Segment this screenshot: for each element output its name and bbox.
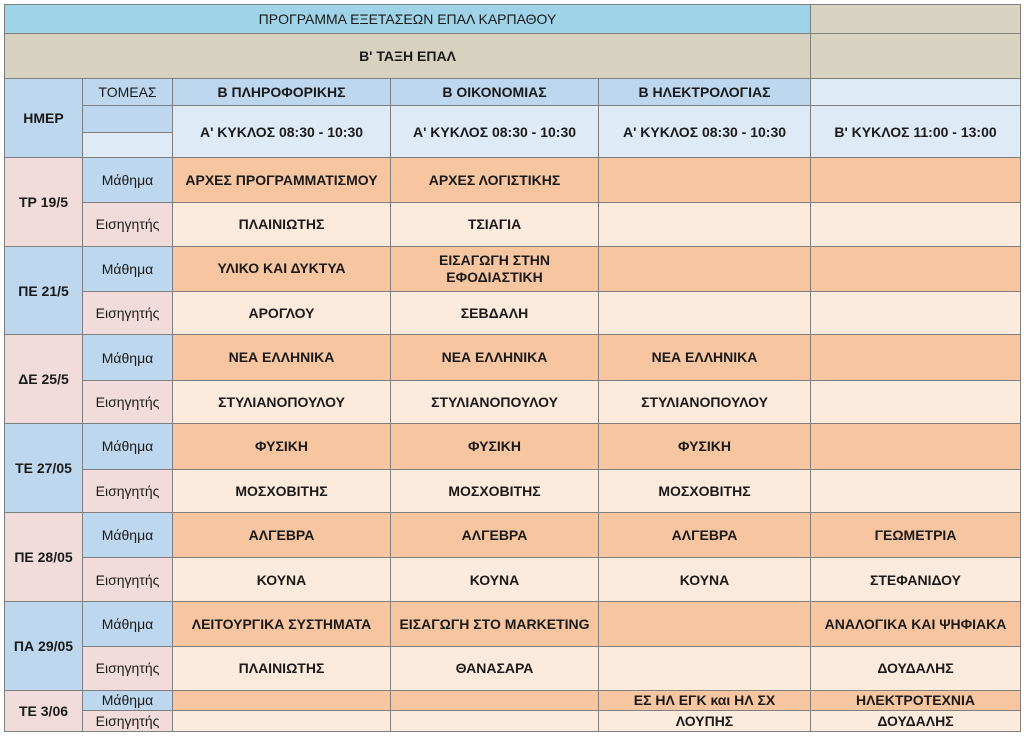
subject-row	[5, 601, 1021, 646]
teacher-row-label: Εισηγητής	[83, 469, 173, 512]
subtitle-row	[5, 33, 1021, 78]
day-date: ΠΑ 29/05	[5, 601, 83, 690]
teacher-cell: ΣΕΒΔΑΛΗ	[391, 292, 599, 335]
teacher-cell	[599, 647, 811, 690]
subject-row	[5, 690, 1021, 711]
teacher-cell: ΚΟΥΝΑ	[173, 558, 391, 601]
teacher-cell: ΠΛΑΙΝΙΩΤΗΣ	[173, 203, 391, 246]
day-date: ΤΡ 19/5	[5, 157, 83, 246]
subject-cell	[811, 246, 1021, 291]
subject-cell: ΥΛΙΚΟ ΚΑΙ ΔΥΚΤΥΑ	[173, 246, 391, 291]
teacher-row-label: Εισηγητής	[83, 203, 173, 246]
subject-cell: ΑΡΧΕΣ ΠΡΟΓΡΑΜΜΑΤΙΣΜΟΥ	[173, 157, 391, 202]
cycle-4: Β' ΚΥΚΛΟΣ 11:00 - 13:00	[811, 106, 1021, 158]
subject-row-label: Μάθημα	[83, 513, 173, 558]
teacher-row	[5, 380, 1021, 423]
day-date: ΔΕ 25/5	[5, 335, 83, 424]
subject-cell: ΗΛΕΚΤΡΟΤΕΧΝΙΑ	[811, 690, 1021, 711]
subject-cell: ΛΕΙΤΟΥΡΓΙΚΑ ΣΥΣΤΗΜΑΤΑ	[173, 601, 391, 646]
subject-cell	[599, 601, 811, 646]
teacher-row-label: Εισηγητής	[83, 558, 173, 601]
teacher-cell: ΔΟΥΔΑΛΗΣ	[811, 711, 1021, 732]
sector-empty-cell	[811, 79, 1021, 106]
subject-row-label: Μάθημα	[83, 335, 173, 380]
teacher-cell	[811, 469, 1021, 512]
teacher-row	[5, 711, 1021, 732]
subject-cell	[599, 246, 811, 291]
subject-cell	[173, 690, 391, 711]
sector-label: ΤΟΜΕΑΣ	[83, 79, 173, 106]
subject-cell: ΝΕΑ ΕΛΛΗΝΙΚΑ	[391, 335, 599, 380]
schedule-title: ΠΡΟΓΡΑΜΜΑ ΕΞΕΤΑΣΕΩΝ ΕΠΑΛ ΚΑΡΠΑΘΟΥ	[5, 5, 811, 34]
day-date: ΠΕ 28/05	[5, 513, 83, 602]
exam-schedule-table	[4, 4, 1021, 732]
subject-cell	[811, 424, 1021, 469]
subject-row-label: Μάθημα	[83, 246, 173, 291]
teacher-cell: ΜΟΣΧΟΒΙΤΗΣ	[173, 469, 391, 512]
subject-cell: ΑΛΓΕΒΡΑ	[173, 513, 391, 558]
teacher-cell: ΣΤΕΦΑΝΙΔΟΥ	[811, 558, 1021, 601]
cycle-3: Α' ΚΥΚΛΟΣ 08:30 - 10:30	[599, 106, 811, 158]
teacher-cell	[173, 711, 391, 732]
day-header: ΗΜΕΡ	[5, 79, 83, 157]
cycle-label-blank-b	[83, 133, 173, 158]
teacher-cell	[599, 292, 811, 335]
subject-row	[5, 513, 1021, 558]
teacher-cell	[391, 711, 599, 732]
subject-row-label: Μάθημα	[83, 157, 173, 202]
teacher-cell: ΔΟΥΔΑΛΗΣ	[811, 647, 1021, 690]
teacher-cell	[811, 292, 1021, 335]
cycle-2: Α' ΚΥΚΛΟΣ 08:30 - 10:30	[391, 106, 599, 158]
subject-cell	[391, 690, 599, 711]
teacher-cell: ΘΑΝΑΣΑΡΑ	[391, 647, 599, 690]
teacher-cell: ΠΛΑΙΝΙΩΤΗΣ	[173, 647, 391, 690]
subject-cell: ΕΣ ΗΛ ΕΓΚ και ΗΛ ΣΧ	[599, 690, 811, 711]
teacher-cell	[811, 380, 1021, 423]
subject-cell: ΑΡΧΕΣ ΛΟΓΙΣΤΙΚΗΣ	[391, 157, 599, 202]
teacher-cell: ΜΟΣΧΟΒΙΤΗΣ	[599, 469, 811, 512]
teacher-row-label: Εισηγητής	[83, 711, 173, 732]
subject-cell: ΑΛΓΕΒΡΑ	[391, 513, 599, 558]
day-date: ΤΕ 27/05	[5, 424, 83, 513]
teacher-row	[5, 558, 1021, 601]
teacher-cell: ΣΤΥΛΙΑΝΟΠΟΥΛΟΥ	[391, 380, 599, 423]
subject-row	[5, 424, 1021, 469]
subject-row-label: Μάθημα	[83, 690, 173, 711]
subject-cell: ΕΙΣΑΓΩΓΗ ΣΤΟ MARKETING	[391, 601, 599, 646]
sector-row	[5, 79, 1021, 106]
subject-row	[5, 246, 1021, 291]
teacher-row	[5, 469, 1021, 512]
subject-cell: ΕΙΣΑΓΩΓΗ ΣΤΗΝ ΕΦΟΔΙΑΣΤΙΚΗ	[391, 246, 599, 291]
sector-electrical: Β ΗΛΕΚΤΡΟΛΟΓΙΑΣ	[599, 79, 811, 106]
subject-cell: ΝΕΑ ΕΛΛΗΝΙΚΑ	[599, 335, 811, 380]
cycle-row	[5, 106, 1021, 133]
teacher-row-label: Εισηγητής	[83, 380, 173, 423]
teacher-cell: ΜΟΣΧΟΒΙΤΗΣ	[391, 469, 599, 512]
day-date: ΠΕ 21/5	[5, 246, 83, 335]
subject-cell	[811, 335, 1021, 380]
title-side-cell	[811, 5, 1021, 34]
cycle-label-blank	[83, 106, 173, 133]
subject-cell: ΦΥΣΙΚΗ	[599, 424, 811, 469]
sector-economics: Β ΟΙΚΟΝΟΜΙΑΣ	[391, 79, 599, 106]
teacher-cell: ΣΤΥΛΙΑΝΟΠΟΥΛΟΥ	[173, 380, 391, 423]
teacher-cell: ΛΟΥΠΗΣ	[599, 711, 811, 732]
sector-informatics: Β ΠΛΗΡΟΦΟΡΙΚΗΣ	[173, 79, 391, 106]
teacher-row-label: Εισηγητής	[83, 647, 173, 690]
teacher-cell: ΣΤΥΛΙΑΝΟΠΟΥΛΟΥ	[599, 380, 811, 423]
subject-cell: ΑΝΑΛΟΓΙΚΑ ΚΑΙ ΨΗΦΙΑΚΑ	[811, 601, 1021, 646]
subject-cell: ΑΛΓΕΒΡΑ	[599, 513, 811, 558]
subject-cell: ΦΥΣΙΚΗ	[173, 424, 391, 469]
cycle-1: Α' ΚΥΚΛΟΣ 08:30 - 10:30	[173, 106, 391, 158]
title-row	[5, 5, 1021, 34]
subject-row-label: Μάθημα	[83, 424, 173, 469]
subject-cell	[811, 157, 1021, 202]
subject-row-label: Μάθημα	[83, 601, 173, 646]
subject-cell: ΦΥΣΙΚΗ	[391, 424, 599, 469]
teacher-cell: ΑΡΟΓΛΟΥ	[173, 292, 391, 335]
subject-cell: ΓΕΩΜΕΤΡΙΑ	[811, 513, 1021, 558]
class-title: Β' ΤΑΞΗ ΕΠΑΛ	[5, 33, 811, 78]
teacher-cell	[599, 203, 811, 246]
teacher-row	[5, 203, 1021, 246]
teacher-cell	[811, 203, 1021, 246]
teacher-row	[5, 647, 1021, 690]
subject-cell	[599, 157, 811, 202]
subject-cell: ΝΕΑ ΕΛΛΗΝΙΚΑ	[173, 335, 391, 380]
subject-row	[5, 157, 1021, 202]
day-date: ΤΕ 3/06	[5, 690, 83, 731]
teacher-cell: ΚΟΥΝΑ	[391, 558, 599, 601]
subtitle-side-cell	[811, 33, 1021, 78]
teacher-cell: ΤΣΙΑΓΙΑ	[391, 203, 599, 246]
teacher-row	[5, 292, 1021, 335]
teacher-row-label: Εισηγητής	[83, 292, 173, 335]
subject-row	[5, 335, 1021, 380]
teacher-cell: ΚΟΥΝΑ	[599, 558, 811, 601]
